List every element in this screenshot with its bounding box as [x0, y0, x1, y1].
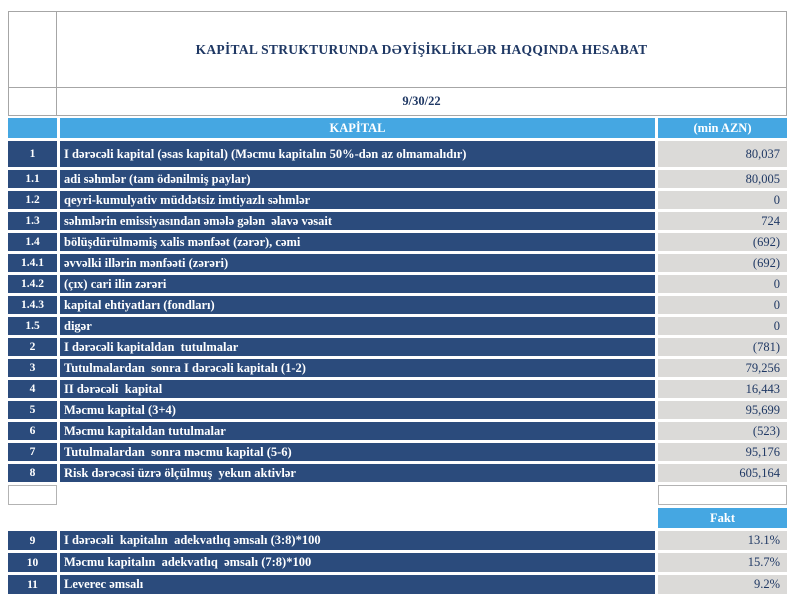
row-number-cell: 10: [8, 553, 57, 572]
row-value-cell: 605,164: [658, 464, 787, 482]
row-value-cell: 0: [658, 191, 787, 209]
spacer-left-cell: [8, 485, 57, 505]
row-value-cell: (781): [658, 338, 787, 356]
row-label-cell: Risk dərəcəsi üzrə ölçülmuş yekun aktivlər: [60, 464, 655, 482]
row-number-cell: 1.1: [8, 170, 57, 188]
row-value-cell: 13.1%: [658, 531, 787, 550]
row-number-cell: 8: [8, 464, 57, 482]
fakt-header-cell: Fakt: [658, 508, 787, 528]
row-number-cell: 9: [8, 531, 57, 550]
row-label-cell: Leverec əmsalı: [60, 575, 655, 594]
table-row: [8, 531, 787, 550]
table-row: [8, 296, 787, 314]
capital-rows-section: [8, 141, 787, 482]
column-header-kapital: KAPİTAL: [60, 118, 655, 138]
table-row: [8, 553, 787, 572]
row-label-cell: Məcmu kapitalın adekvatlıq əmsalı (7:8)*100: [60, 553, 655, 572]
table-row: [8, 443, 787, 461]
row-value-cell: 0: [658, 317, 787, 335]
header-number-cell: [8, 118, 57, 138]
row-number-cell: 2: [8, 338, 57, 356]
row-number-cell: 1.2: [8, 191, 57, 209]
row-label-cell: (çıx) cari ilin zərəri: [60, 275, 655, 293]
table-row: [8, 170, 787, 188]
row-number-cell: 1.4.2: [8, 275, 57, 293]
row-value-cell: 16,443: [658, 380, 787, 398]
row-label-cell: I dərəcəli kapitalın adekvatlıq əmsalı (3:8)*100: [60, 531, 655, 550]
row-value-cell: 9.2%: [658, 575, 787, 594]
table-row: [8, 254, 787, 272]
spacer-row: [8, 485, 787, 505]
table-row: [8, 380, 787, 398]
table-row: [8, 317, 787, 335]
row-value-cell: 79,256: [658, 359, 787, 377]
row-value-cell: 80,005: [658, 170, 787, 188]
adequacy-ratio-rows-section: [8, 531, 787, 594]
row-value-cell: 0: [658, 275, 787, 293]
row-value-cell: 95,176: [658, 443, 787, 461]
row-number-cell: 1.5: [8, 317, 57, 335]
row-label-cell: bölüşdürülməmiş xalis mənfəət (zərər), cəmi: [60, 233, 655, 251]
row-label-cell: I dərəcəli kapital (əsas kapital) (Məcmu kapitalın 50%-dən az olmamalıdır): [60, 141, 655, 167]
row-number-cell: 4: [8, 380, 57, 398]
row-label-cell: Tutulmalardan sonra I dərəcəli kapitalı (1-2): [60, 359, 655, 377]
spacer-right-cell: [658, 485, 787, 505]
row-number-cell: 1.4.1: [8, 254, 57, 272]
row-value-cell: (692): [658, 254, 787, 272]
fakt-header-row: [8, 508, 787, 528]
row-number-cell: 1.3: [8, 212, 57, 230]
table-row: [8, 464, 787, 482]
row-label-cell: qeyri-kumulyativ müddətsiz imtiyazlı səhmlər: [60, 191, 655, 209]
row-number-cell: 1.4.3: [8, 296, 57, 314]
row-number-cell: 11: [8, 575, 57, 594]
row-label-cell: Məcmu kapitaldan tutulmalar: [60, 422, 655, 440]
row-label-cell: səhmlərin emissiyasından əmələ gələn əlavə vəsait: [60, 212, 655, 230]
row-number-cell: 1.4: [8, 233, 57, 251]
title-corner-cell: [8, 11, 57, 88]
row-value-cell: 724: [658, 212, 787, 230]
row-number-cell: 3: [8, 359, 57, 377]
row-number-cell: 1: [8, 141, 57, 167]
row-value-cell: 15.7%: [658, 553, 787, 572]
table-row: [8, 401, 787, 419]
row-number-cell: 7: [8, 443, 57, 461]
table-row: [8, 338, 787, 356]
table-header-row: [8, 118, 787, 138]
date-corner-cell: [8, 88, 57, 116]
column-header-unit: (min AZN): [658, 118, 787, 138]
table-row: [8, 212, 787, 230]
table-row: [8, 575, 787, 594]
title-row: [8, 11, 787, 88]
row-label-cell: digər: [60, 317, 655, 335]
row-label-cell: Məcmu kapital (3+4): [60, 401, 655, 419]
row-number-cell: 6: [8, 422, 57, 440]
table-row: [8, 141, 787, 167]
row-label-cell: kapital ehtiyatları (fondları): [60, 296, 655, 314]
table-row: [8, 359, 787, 377]
row-number-cell: 5: [8, 401, 57, 419]
report-title: KAPİTAL STRUKTURUNDA DƏYİŞİKLİKLƏR HAQQINDA HESABAT: [57, 11, 787, 88]
table-row: [8, 233, 787, 251]
row-value-cell: 0: [658, 296, 787, 314]
table-row: [8, 275, 787, 293]
date-row: [8, 88, 787, 116]
row-value-cell: (692): [658, 233, 787, 251]
row-value-cell: 80,037: [658, 141, 787, 167]
row-label-cell: II dərəcəli kapital: [60, 380, 655, 398]
row-label-cell: I dərəcəli kapitaldan tutulmalar: [60, 338, 655, 356]
row-label-cell: adi səhmlər (tam ödənilmiş paylar): [60, 170, 655, 188]
table-row: [8, 191, 787, 209]
spacer-middle-area: [60, 485, 655, 505]
row-label-cell: Tutulmalardan sonra məcmu kapital (5-6): [60, 443, 655, 461]
row-value-cell: 95,699: [658, 401, 787, 419]
table-row: [8, 422, 787, 440]
fakt-empty-number-cell: [8, 508, 57, 528]
row-value-cell: (523): [658, 422, 787, 440]
report-date: 9/30/22: [57, 88, 787, 116]
row-label-cell: əvvəlki illərin mənfəəti (zərəri): [60, 254, 655, 272]
fakt-empty-label-cell: [60, 508, 655, 528]
